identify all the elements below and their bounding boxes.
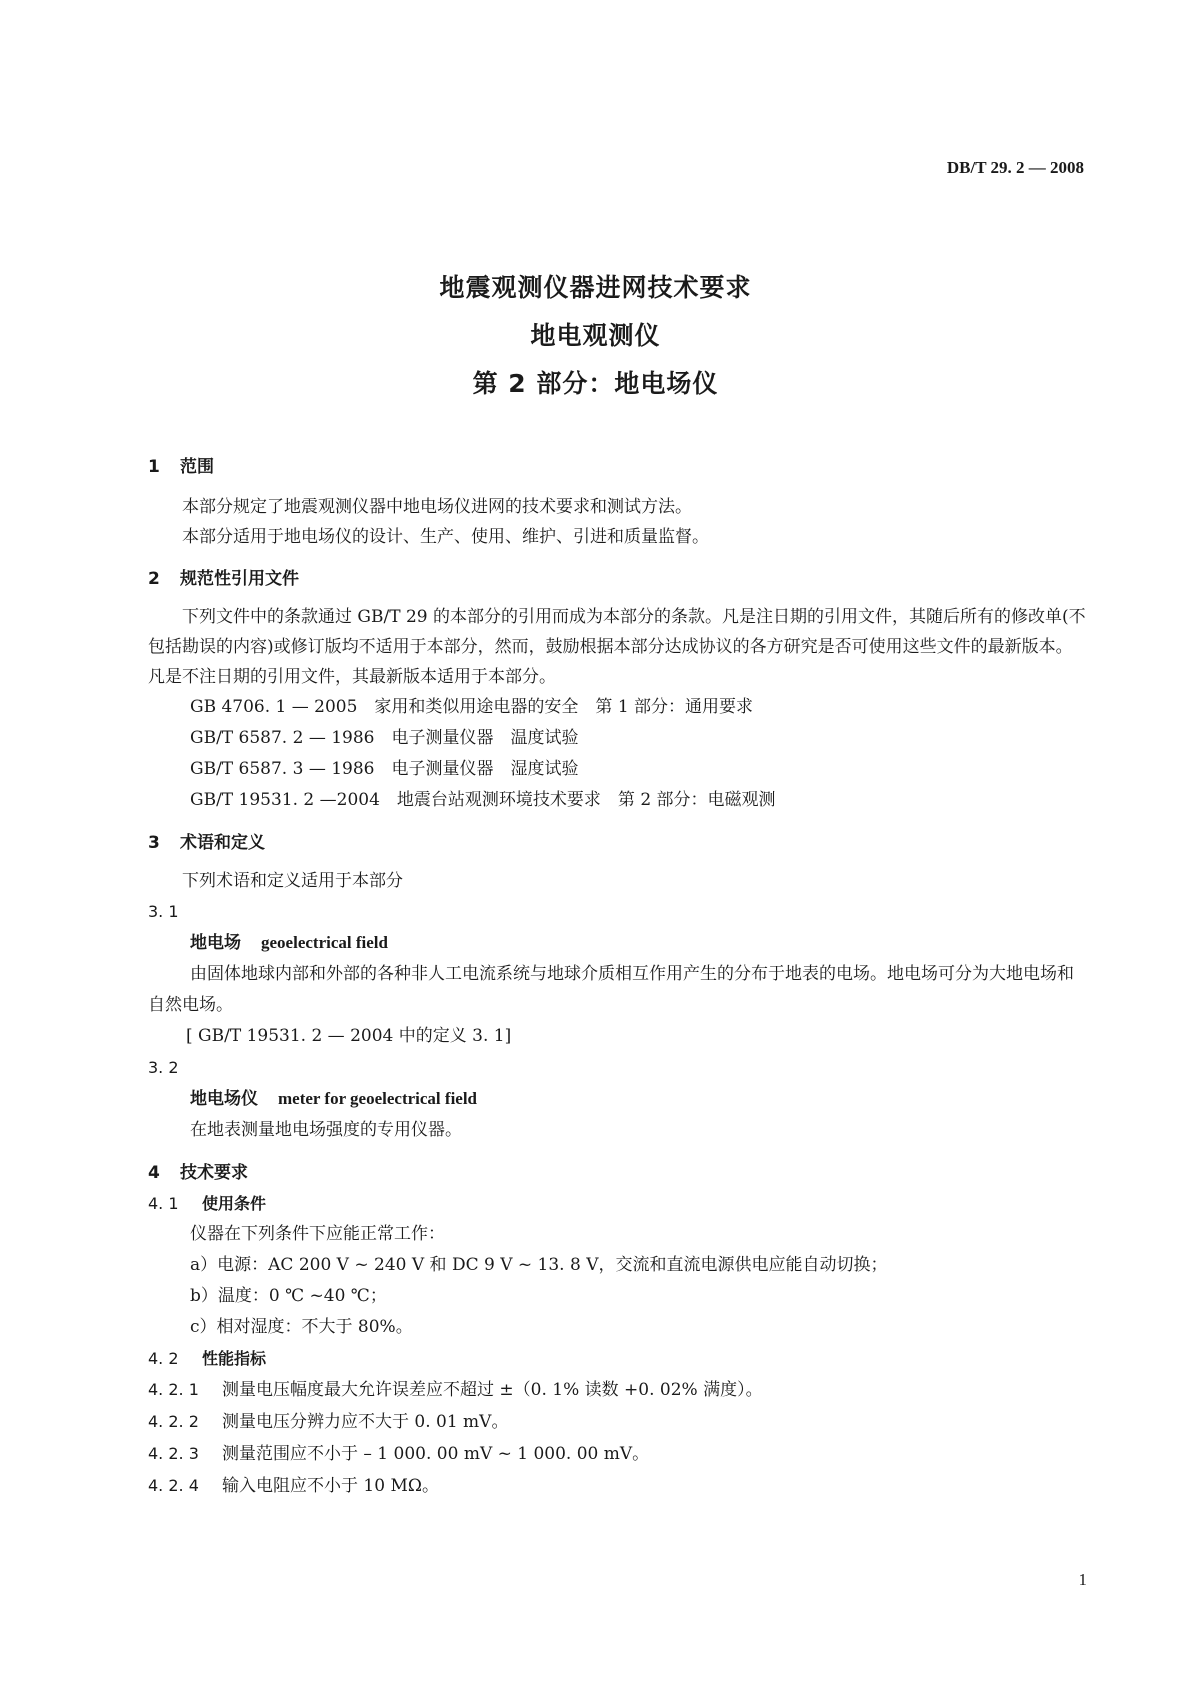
paragraph: 下列文件中的条款通过 GB/T 29 的本部分的引用而成为本部分的条款。凡是注日期的引用文件，其随后所有的修改单(不包括勘误的内容)或修订版均不适用于本部分，然而，鼓励根据本部分达成协议的各方研究是否可使用这些文件的最新版本。凡是不注日期的引用文件，其最新版本适用于本部分。 [148,607,1086,687]
section-4-heading [148,1158,1088,1188]
sub-clause-number: 4. 2. 3 [148,1444,199,1463]
term-zh: 地电场 [190,933,241,953]
section-number: 3 [148,833,160,853]
page-number: 1 [1078,1570,1087,1589]
term-entry [148,1083,1088,1115]
paragraph: 仪器在下列条件下应能正常工作： [190,1224,445,1244]
reference-item: GB 4706. 1 — 2005 家用和类似用途电器的安全 第 1 部分：通用要求 [190,697,754,717]
section-3-heading [148,828,1088,858]
sub-clause-text: 测量范围应不小于 – 1 000. 00 mV ~ 1 000. 00 mV。 [222,1444,650,1464]
title-line-3: 第 2 部分：地电场仪 [472,369,719,398]
list-item: c）相对湿度：不大于 80%。 [190,1317,413,1337]
term-en: meter for geoelectrical field [278,1089,478,1108]
paragraph: 下列术语和定义适用于本部分 [182,871,403,891]
reference-item: GB/T 19531. 2 —2004 地震台站观测环境技术要求 第 2 部分：电磁观测 [190,790,776,810]
sub-clause-text: 测量电压分辨力应不大于 0. 01 mV。 [222,1412,509,1432]
term-zh: 地电场仪 [190,1089,258,1109]
section-title: 技术要求 [180,1163,248,1183]
section-1-heading [148,452,1088,482]
clause-4-2-heading [148,1343,1088,1374]
sub-clause-number: 4. 2. 4 [148,1476,199,1495]
section-title: 规范性引用文件 [180,569,299,589]
term-source: [ GB/T 19531. 2 — 2004 中的定义 3. 1] [186,1026,512,1046]
sub-clause [148,1374,1088,1406]
list-item: b）温度：0 ℃ ~40 ℃； [190,1286,387,1306]
sub-clause [148,1470,1088,1502]
section-number: 1 [148,457,160,477]
paragraph: 本部分适用于地电场仪的设计、生产、使用、维护、引进和质量监督。 [182,527,709,547]
title-line-2: 地电观测仪 [530,321,661,350]
sub-clause-number: 4. 2. 2 [148,1412,199,1431]
reference-item: GB/T 6587. 3 — 1986 电子测量仪器 湿度试验 [190,759,579,779]
clause-number: 4. 2 [148,1349,179,1368]
clause-number: 3. 1 [148,902,179,921]
sub-clause-text: 输入电阻应不小于 10 MΩ。 [222,1476,439,1496]
clause-number: 4. 1 [148,1194,179,1213]
term-definition: 在地表测量地电场强度的专用仪器。 [190,1120,462,1140]
clause-title: 性能指标 [202,1349,267,1368]
term-en: geoelectrical field [261,933,388,952]
clause-number: 3. 2 [148,1058,179,1077]
section-title: 范围 [180,457,214,477]
title-line-1: 地震观测仪器进网技术要求 [439,273,752,302]
sub-clause [148,1438,1088,1470]
list-item: a）电源：AC 200 V ~ 240 V 和 DC 9 V ~ 13. 8 V，交流和直流电源供电应能自动切换； [190,1255,888,1275]
sub-clause-text: 测量电压幅度最大允许误差应不超过 ±（0. 1% 读数 +0. 02% 满度）。 [222,1380,763,1400]
standard-code: DB/T 29. 2 — 2008 [946,158,1084,177]
term-entry [148,927,1088,959]
sub-clause-number: 4. 2. 1 [148,1380,199,1399]
reference-item: GB/T 6587. 2 — 1986 电子测量仪器 温度试验 [190,728,579,748]
clause-4-1-heading [148,1188,1088,1219]
document-title [0,264,1191,408]
document-body [148,452,1088,1502]
section-number: 4 [148,1163,160,1183]
sub-clause [148,1406,1088,1438]
clause-title: 使用条件 [202,1194,267,1213]
term-definition: 由固体地球内部和外部的各种非人工电流系统与地球介质相互作用产生的分布于地表的电场。地电场可分为大地电场和自然电场。 [148,964,1074,1015]
paragraph: 本部分规定了地震观测仪器中地电场仪进网的技术要求和测试方法。 [182,497,692,517]
section-title: 术语和定义 [180,833,265,853]
section-number: 2 [148,569,160,589]
section-2-heading [148,564,1088,594]
